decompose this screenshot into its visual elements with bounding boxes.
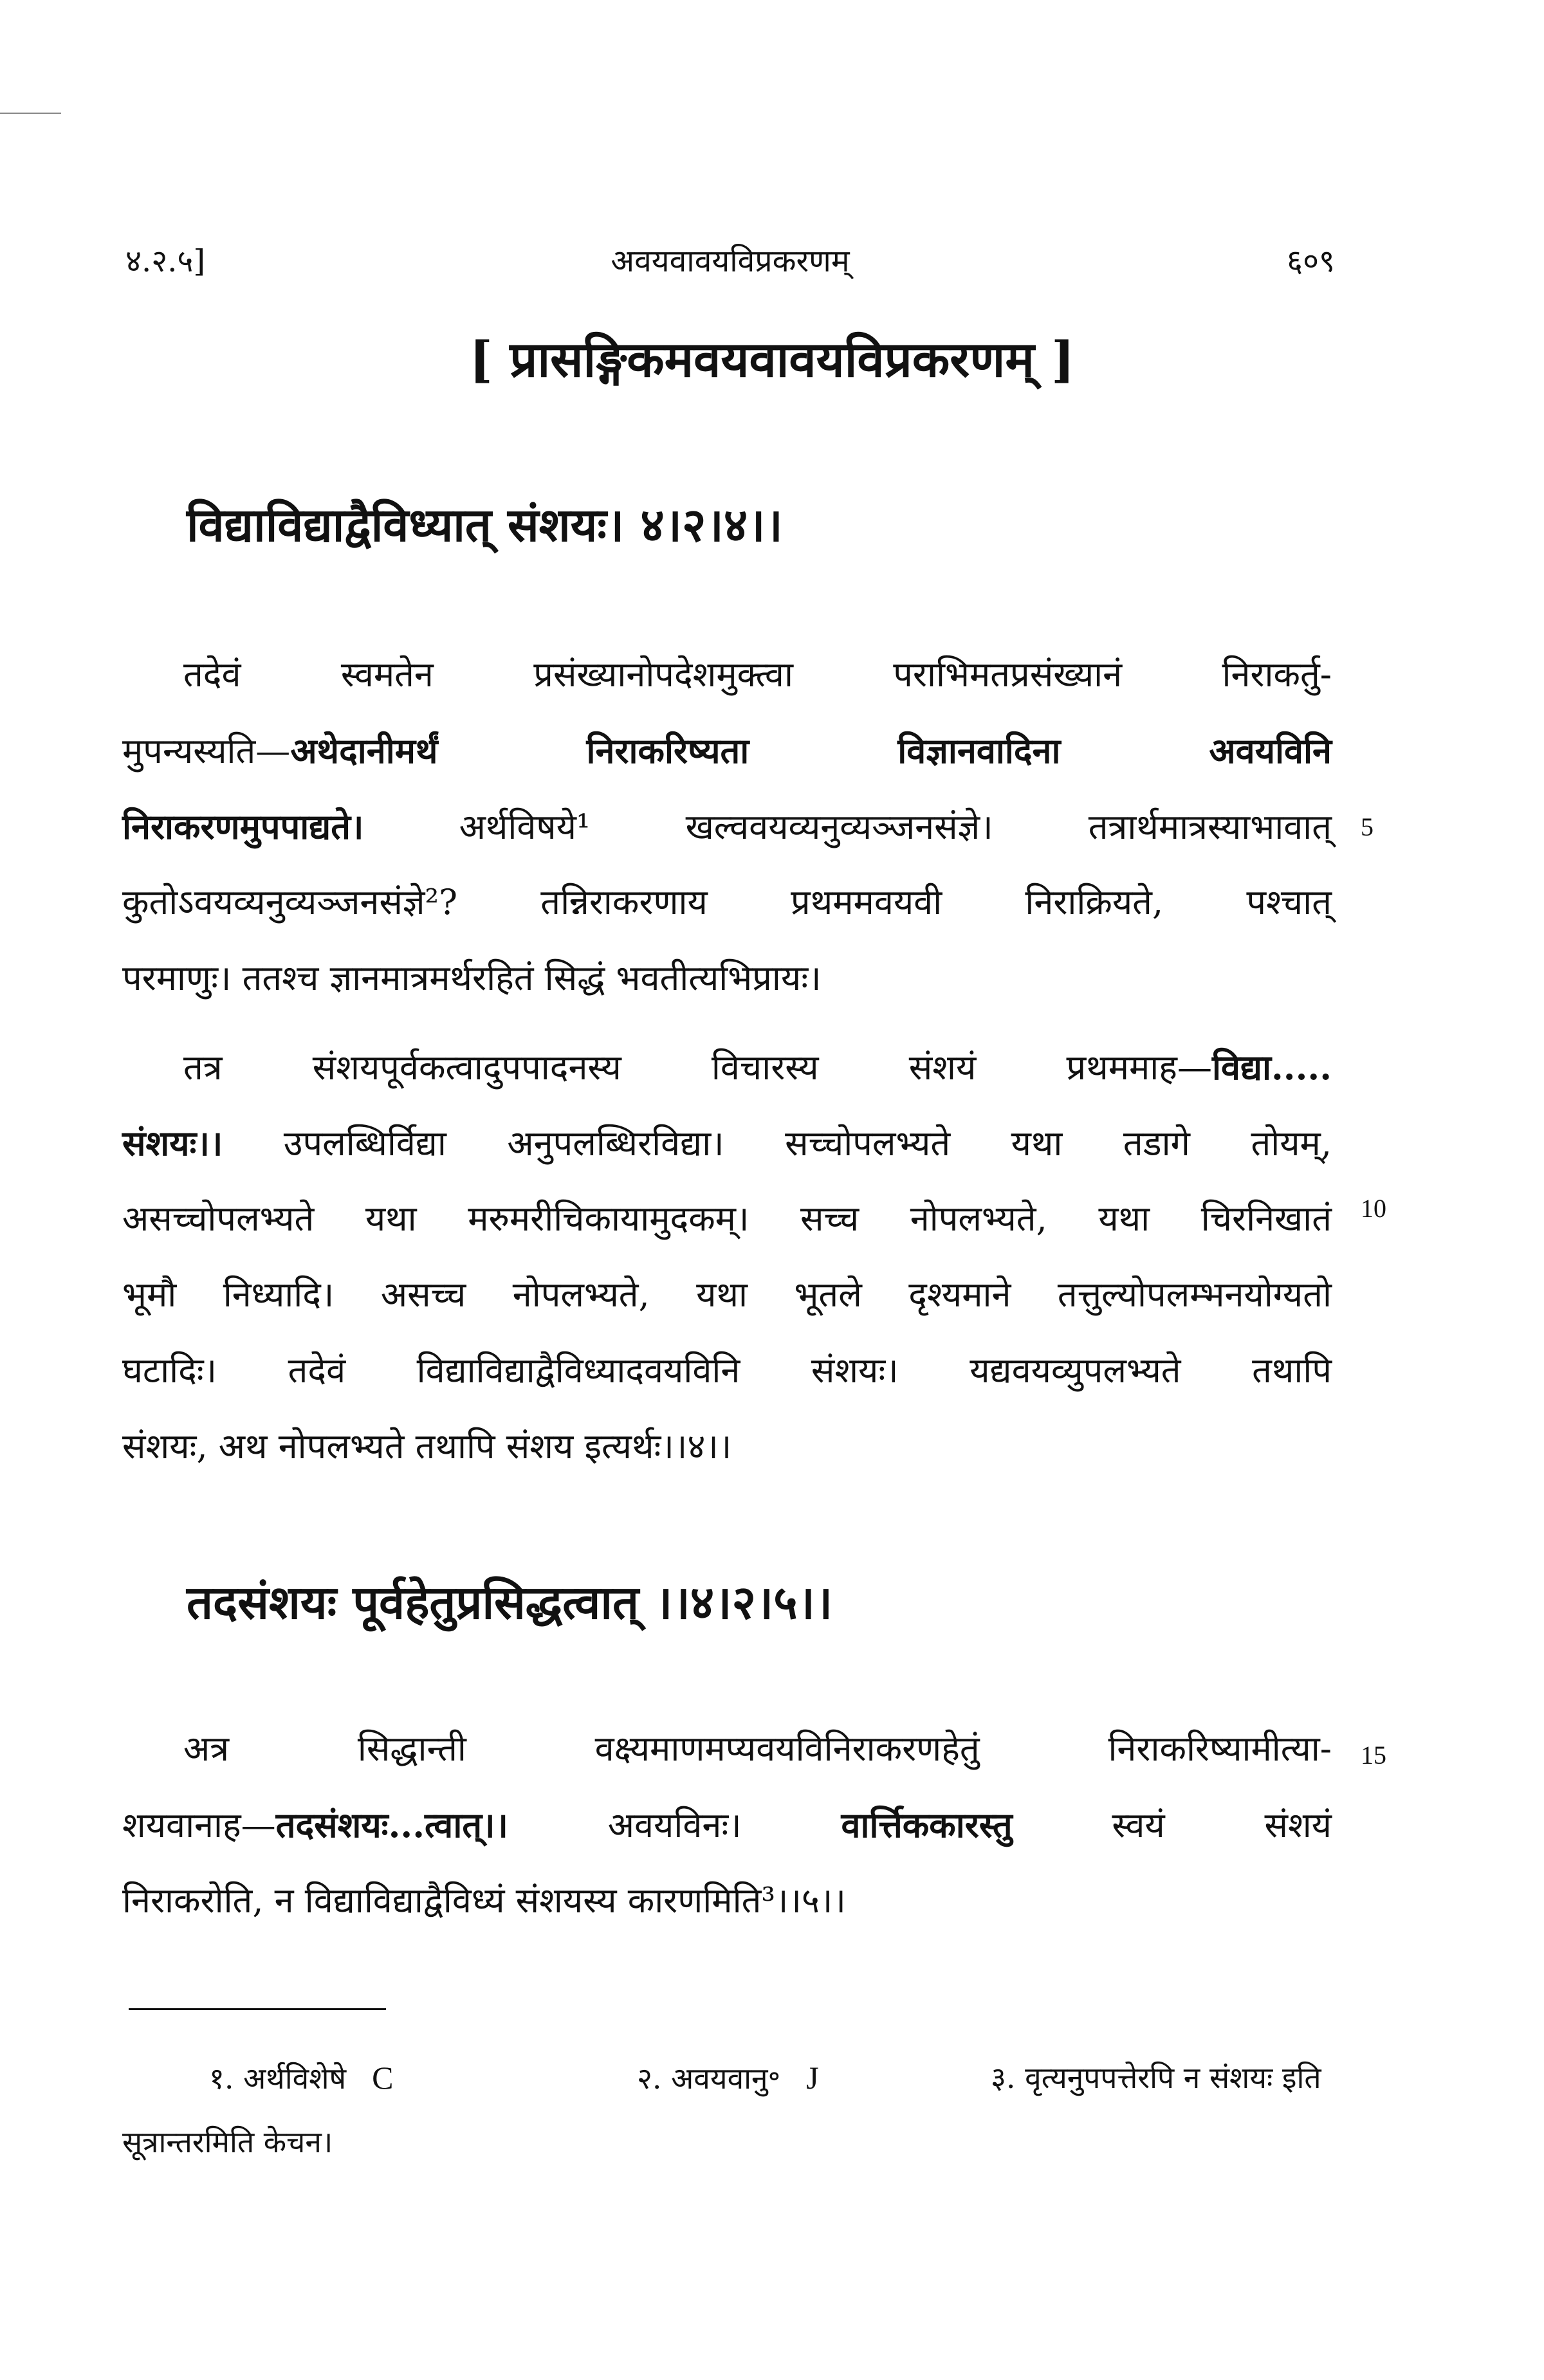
text-line: कुतोऽवयव्यनुव्यञ्जनसंज्ञे²? तन्निराकरणाय प्रथममवयवी निराक्रियते, पश्चात् bbox=[122, 882, 1332, 922]
commentary-paragraph-2 bbox=[122, 1029, 1332, 1485]
footnote-3: ३. वृत्यनुपपत्तेरपि न संशयः इति bbox=[991, 2060, 1321, 2095]
header-section-number: ४.२.५] bbox=[125, 243, 206, 279]
text-line: निराकरणमुपपाद्यते। अर्थविषये¹ खल्ववयव्यनुव्यञ्जनसंज्ञे। तत्रार्थमात्रस्याभावात् bbox=[122, 806, 1332, 847]
page-number: ६०९ bbox=[1287, 243, 1335, 279]
footnote-divider bbox=[129, 2008, 386, 2010]
text-line: मुपन्यस्यति—अथेदानीमर्थं निराकरिष्यता विज्ञानवादिना अवयविनि bbox=[122, 730, 1332, 771]
manuscript-siglum: J bbox=[806, 2060, 819, 2096]
bold-quote: संशयः।। bbox=[122, 1122, 223, 1164]
text-line: भूमौ निध्यादि। असच्च नोपलभ्यते, यथा भूतले दृश्यमाने तत्तुल्योपलम्भनयोग्यतो bbox=[122, 1274, 1332, 1315]
scan-edge-line bbox=[0, 113, 61, 114]
text-line: शयवानाह—तदसंशयः...त्वात्।। अवयविनः। वार्त्तिककारस्तु स्वयं संशयं bbox=[122, 1804, 1332, 1845]
bold-quote: तदसंशयः...त्वात्।। bbox=[275, 1804, 509, 1845]
text-line: निराकरोति, न विद्याविद्याद्वैविध्यं संशयस्य कारणमिति³।।५।। bbox=[122, 1880, 846, 1921]
footnote-row bbox=[122, 2046, 1332, 2110]
bold-quote: निराकरणमुपपाद्यते। bbox=[122, 806, 364, 847]
text-line: अत्र सिद्धान्ती वक्ष्यमाणमप्यवयविनिराकरणहेतुं निराकरिष्यामीत्या- bbox=[183, 1728, 1332, 1769]
text-line: तदेवं स्वमतेन प्रसंख्यानोपदेशमुक्त्वा पराभिमतप्रसंख्यानं निराकर्तु- bbox=[183, 654, 1332, 695]
header-chapter-title: अवयवावयविप्रकरणम् bbox=[611, 243, 850, 279]
text-line: संशयः।। उपलब्धिर्विद्या अनुपलब्धिरविद्या। सच्चोपलभ्यते यथा तडागे तोयम्, bbox=[122, 1122, 1332, 1164]
text-line: संशयः, अथ नोपलभ्यते तथापि संशय इत्यर्थः।।४।। bbox=[122, 1426, 732, 1467]
bold-quote: वार्त्तिककारस्तु bbox=[841, 1804, 1013, 1845]
footnotes bbox=[122, 2046, 1332, 2174]
manuscript-siglum: C bbox=[372, 2060, 394, 2096]
footnote-1: १. अर्थविशेषे C bbox=[209, 2060, 394, 2096]
text-line: परमाणुः। ततश्च ज्ञानमात्रमर्थरहितं सिद्धं भवतीत्यभिप्रायः। bbox=[122, 958, 822, 998]
line-number: 15 bbox=[1361, 1741, 1386, 1770]
section-title: [ प्रासङ्गिकमवयवावयविप्रकरणम् ] bbox=[469, 331, 1075, 388]
running-header bbox=[125, 239, 1335, 291]
text-line: घटादिः। तदेवं विद्याविद्याद्वैविध्यादवयविनि संशयः। यद्यवयव्युपलभ्यते तथापि bbox=[122, 1350, 1332, 1391]
footnote-2: २. अवयवानु॰ J bbox=[637, 2060, 819, 2096]
commentary-paragraph-3 bbox=[122, 1711, 1332, 1939]
sutra-heading-4-2-4: विद्याविद्याद्वैविध्यात् संशयः। ४।२।४।। bbox=[187, 497, 783, 552]
line-number: 5 bbox=[1361, 812, 1374, 841]
commentary-paragraph-1 bbox=[122, 637, 1332, 1016]
bold-quote: अथेदानीमर्थं निराकरिष्यता विज्ञानवादिना अवयविनि bbox=[290, 730, 1332, 771]
sutra-heading-4-2-5: तदसंशयः पूर्वहेतुप्रसिद्धत्वात् ।।४।२।५।। bbox=[187, 1575, 833, 1629]
text-line: असच्चोपलभ्यते यथा मरुमरीचिकायामुदकम्। सच्च नोपलभ्यते, यथा चिरनिखातं bbox=[122, 1198, 1332, 1239]
text-line: तत्र संशयपूर्वकत्वादुपपादनस्य विचारस्य संशयं प्रथममाह—विद्या..... bbox=[183, 1047, 1332, 1088]
line-number: 10 bbox=[1361, 1194, 1386, 1223]
footnote-3-continuation: सूत्रान्तरमिति केचन। bbox=[122, 2125, 333, 2159]
footnote-row bbox=[122, 2110, 1332, 2174]
bold-quote: विद्या..... bbox=[1211, 1047, 1332, 1088]
